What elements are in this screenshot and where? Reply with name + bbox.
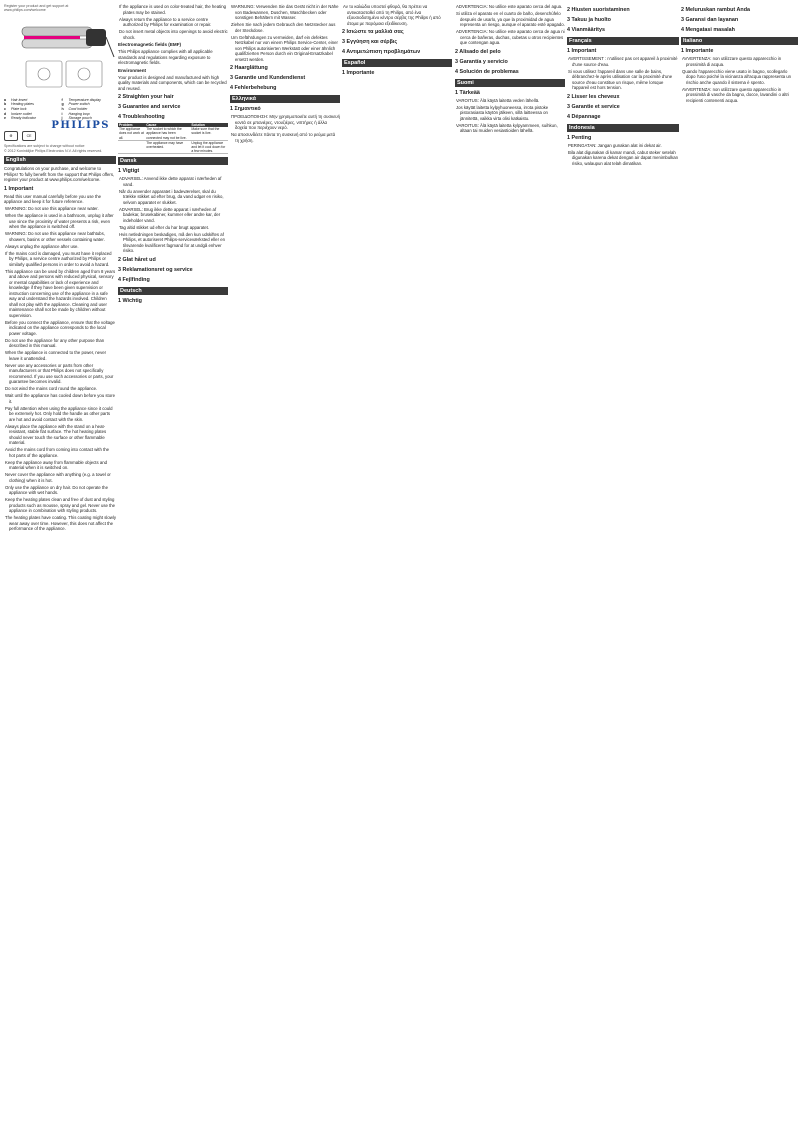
warning-item: Do not wind the mains cord round the appliance. [5, 386, 98, 392]
section-heading: 2 Lisser les cheveux [567, 93, 620, 100]
warning-item: When the appliance is used in a bathroom, unplug it after use since the proximity of water presents a risk, even when the appliance is switched off. [5, 213, 114, 230]
table-row: The appliance does not work at all. The socket to which the appliance has been connected may not be live. Make sure that the socket is live. [118, 127, 228, 140]
table-header: Solution [190, 123, 228, 127]
warning-item: The heating plates have coating. This coating might slowly wear away over time. However, this does not affect the performance of the appliance. [5, 515, 116, 532]
section-heading: 3 Garansi dan layanan [681, 17, 739, 23]
warning-item: Wait until the appliance has cooled down before you store it. [5, 393, 115, 404]
recycle-icon: ♻ [4, 131, 18, 141]
table-header: Problem [118, 123, 145, 127]
legend-item: f Temperature display [61, 97, 101, 102]
warning-item: Bila alat digunakan di kamar mandi, cabut steker setelah digunakan karena dekat dengan air dapat menimbulkan risiko, walaupun alat telah dimatikan. [568, 149, 679, 166]
column-3 [230, 4, 340, 1119]
section-heading: 3 Garantía y servicio [455, 58, 508, 65]
warning-item: Ziehen Sie nach jedem Gebrauch den Netzstecker aus der Steckdose. [231, 22, 336, 33]
warning-item: This appliance can be used by children aged from 8 years and above and persons with reduced physical, sensory or mental capabilities or lack of experience and knowledge if they have been given supervision or instruction concerning use of the appliance in a safe way and understand the hazards involved. Children shall not play with the appliance. Cleaning and user maintenance shall not be made by children without supervision. [5, 268, 116, 318]
section-heading: 2 Meluruskan rambut Anda [681, 7, 750, 13]
register-url[interactable]: www.philips.com/welcome [4, 8, 46, 13]
section-heading: 3 Takuu ja huolto [567, 17, 611, 23]
language-header-dansk: Dansk [118, 157, 228, 165]
section-heading: 2 Alisado del pelo [455, 48, 501, 55]
warning-item: Keep the heating plates clean and free of dust and styling products such as mousse, spray and gel. Never use the appliance in combination with styling products. [5, 497, 116, 514]
warning-item: Never cover the appliance with anything (e.g. a towel or clothing) when it is hot. [5, 472, 111, 483]
warning-item: Do not insert metal objects into openings to avoid electric shock. [119, 29, 228, 40]
warning-item: Jos käytät laitetta kylpyhuoneessa, irrota pistoke pistorasiasta käytön jälkeen, sillä laitteessa on jännitettä, vaikka virta olisi katkaistu. [456, 104, 549, 121]
warning-item: AVVERTENZA: non utilizzare questo apparecchio in prossimità di vasche da bagno, docce, lavandini o altri recipienti contenenti acqua. [682, 86, 789, 103]
language-header-indonesia: Indonesia [567, 124, 679, 132]
subheading: Environment [118, 67, 147, 73]
section-heading: 3 Reklamationsret og service [118, 266, 193, 273]
language-header-deutsch: Deutsch [118, 287, 228, 295]
section-heading: 1 Penting [567, 134, 592, 141]
warning-item: Avoid the mains cord from coming into contact with the hot parts of the appliance. [5, 447, 110, 458]
legend-item: c Plate lock [4, 107, 27, 111]
section-heading: 4 Fehlerbehebung [230, 85, 277, 91]
warning-item: Si vous utilisez l'appareil dans une salle de bains, débranchez-le après utilisation car la proximité d'une source d'eau constitue un risque, même lorsque l'appareil est hors tension. [568, 68, 673, 90]
warning-item: Pay full attention when using the appliance since it could be extremely hot. Only hold the handle as other parts are hot and avoid contact with the skin. [5, 405, 113, 422]
section-heading: 2 Glat håret ud [118, 256, 156, 263]
warning-item: Να αποσυνδέετε πάντα τη συσκευή από το ρεύμα μετά τη χρήση. [231, 132, 336, 143]
warning-item: Αν το καλώδιο υποστεί φθορά, θα πρέπει να αντικατασταθεί από τη Philips, από ένα εξουσιοδοτημένο κέντρο σέρβις της Philips ή από άτομα με παρόμοια εξειδίκευση. [343, 4, 441, 26]
column-2 [118, 4, 228, 1119]
column-1 [4, 4, 116, 1119]
intro-text: Congratulations on your purchase, and welcome to Philips! To fully benefit from the support that Philips offers, register your product at www.philips.com/welcome. [4, 166, 115, 183]
section-heading: 1 Important [4, 185, 34, 192]
section-heading: 2 Hiusten suoristaminen [567, 7, 630, 13]
register-note: Register your product and get support at [4, 4, 69, 8]
warning-item: Always return the appliance to a service centre authorized by Philips for examination or repair. [119, 16, 212, 27]
warning-item: Quando l'apparecchio viene usato in bagno, scollegarlo dopo l'uso poiché la vicinanza all'acqua rappresenta un rischio anche quando il sistema è spento. [682, 68, 792, 85]
section-heading: 4 Vianmääritys [567, 27, 605, 33]
column-6 [567, 4, 679, 1119]
section-heading: 1 Importante [342, 70, 375, 76]
warning-item: If the appliance is used on color-treated hair, the heating plates may be stained. [119, 4, 227, 15]
language-header-espanol: Español [342, 59, 452, 67]
warning-item: When the appliance is connected to the power, never leave it unattended. [5, 350, 107, 361]
section-heading: 2 Ισιώστε τα μαλλιά σας [342, 29, 404, 35]
section-heading: 4 Αντιμετώπιση προβλημάτων [342, 49, 421, 55]
section-heading: 2 Straighten your hair [118, 94, 174, 100]
warning-item: AVVERTENZA: non utilizzare questo apparecchio in prossimità di acqua. [682, 56, 782, 67]
table-row: The appliance may have overheated. Unplug the appliance and let it cool down for a few minutes. [118, 140, 228, 154]
warning-item: WARNING: Do not use this appliance near water. [5, 206, 99, 212]
column-5 [455, 4, 565, 1119]
warning-item: Only use the appliance on dry hair. Do not operate the appliance with wet hands. [5, 484, 108, 496]
section-heading: 1 Vigtigt [118, 168, 140, 175]
paragraph: Your product is designed and manufactured with high quality materials and components, which can be recycled and reused. [118, 74, 227, 91]
legend-item: b Heating plates [4, 102, 34, 107]
section-heading: 4 Solución de problemas [455, 68, 519, 75]
legend-item: e Ready indicator [4, 116, 36, 121]
warning-item: ADVERTENCIA: No utilice este aparato cerca de agua ni cerca de bañeras, duchas, cubetas u otros recipientes que contengan agua. [456, 29, 565, 45]
section-heading: 2 Haarglättung [230, 65, 268, 71]
section-heading: 3 Garantie und Kundendienst [230, 75, 306, 81]
warning-item: VAROITUS: Älä käytä laitetta veden lähellä. [456, 97, 540, 103]
legend-item: h Cord holder [61, 107, 88, 111]
warning-item: Keep the appliance away from flammable objects and material when it is switched on. [5, 459, 107, 471]
section-heading: 4 Troubleshooting [118, 114, 165, 120]
warning-item: Never use any accessories or parts from other manufacturers or that Philips does not specifically recommend. If you use such accessories or parts, your guarantee becomes invalid. [5, 362, 114, 385]
warning-item: ADVERTENCIA: No utilice este aparato cerca del agua. [456, 4, 563, 9]
section-heading: 4 Dépannage [567, 113, 601, 120]
warning-item: If the mains cord is damaged, you must have it replaced by Philips, a service centre authorized by Philips or similarly qualified persons in order to avoid a hazard. [5, 250, 112, 267]
warning-item: ADVARSEL: Anvend ikke dette apparat i nærheden af vand. [119, 176, 222, 187]
section-heading: 3 Guarantee and service [118, 104, 181, 110]
warning-item: Always place the appliance with the stand on a heat-resistant, stable flat surface. The hot heating plates should never touch the surface or other flammable material. [5, 423, 107, 446]
section-heading: 1 Σημαντικό [230, 106, 261, 112]
warning-item: Si utiliza el aparato en el cuarto de baño, desenchúfelo después de usarlo, ya que la proximidad de agua representa un riesgo, aunque el aparato esté apagado. [456, 11, 565, 27]
legend-item: j Storage pouch [61, 116, 92, 121]
section-heading: 1 Important [567, 48, 597, 54]
warning-item: ΠΡΟΕΙΔΟΠΟΙΗΣΗ: Μην χρησιμοποιείτε αυτή τη συσκευή κοντά σε μπανιέρες, ντουζιέρες, νιπτήρες ή άλλα δοχεία που περιέχουν νερό. [231, 114, 340, 130]
section-heading: 1 Wichtig [118, 297, 142, 304]
warning-item: Når du anvender apparatet i badeværelset, skal du trække stikket ud efter brug, da vand udgør en risiko, selvom apparatet er slukket. [119, 188, 224, 205]
language-header-suomi: Suomi [455, 79, 565, 87]
warning-item: PERINGATAN: Jangan gunakan alat ini dekat air. [568, 142, 662, 148]
warning-item: Um Gefährdungen zu vermeiden, darf ein defektes Netzkabel nur von einem Philips Service-Center, einer von Philips autorisierten Werkstatt oder einer ähnlich qualifizierten Person durch ein Original-Ersatzkabel ersetzt werden. [231, 34, 338, 62]
legend-item: d Ionizer outlet [4, 111, 32, 116]
legend-item: a Hair insert [4, 97, 28, 102]
section-heading: 4 Mengatasi masalah [681, 27, 735, 33]
warning-item: Always unplug the appliance after use. [5, 243, 79, 249]
troubleshooting-table [118, 123, 228, 154]
certification-marks [4, 131, 116, 141]
language-header-greek: Ελληνικά [230, 95, 340, 103]
section-heading: 1 Tärkeää [455, 89, 480, 96]
product-illustration [4, 17, 116, 95]
parts-legend [4, 98, 116, 121]
legend-item: g Power switch [61, 102, 90, 107]
warning-item: Tag altid stikket ud efter du har brugt apparatet. [119, 224, 210, 230]
philips-logo: PHILIPS [51, 119, 110, 131]
language-header-english: English [4, 156, 116, 164]
warning-item: ADVARSEL: Brug ikke dette apparat i nærheden af badekar, brusekabiner, kummer eller andre kar, der indeholder vand. [119, 206, 221, 223]
column-4 [342, 4, 452, 1119]
column-7 [681, 4, 798, 1119]
section-heading: 3 Εγγύηση και σέρβις [342, 39, 398, 45]
copyright: © 2012 Koninklijke Philips Electronics N.V. All rights reserved. [4, 148, 103, 153]
warning-item: VAROITUS: Älä käytä laitetta kylpyammeen, suihkun, altaan tai muiden vesiastioiden lähellä. [456, 122, 558, 133]
section-heading: 1 Importante [681, 48, 714, 54]
section-heading: 3 Garantie et service [567, 103, 620, 110]
warning-item: Hvis netledningen beskadiges, må den kun udskiftes af Philips, et autoriseret Philips-serviceværksted eller en tilsvarende kvalificeret fagmand for at undgå enhver risiko. [119, 231, 225, 254]
language-header-italiano: Italiano [681, 37, 798, 45]
warning-item: Before you connect the appliance, ensure that the voltage indicated on the appliance corresponds to the local power voltage. [5, 319, 115, 336]
section-heading: 4 Fejlfinding [118, 276, 150, 283]
warning-item: WARNING: Do not use this appliance near bathtubs, showers, basins or other vessels containing water. [5, 231, 105, 242]
warning-item: Do not use the appliance for any other purpose than described in this manual. [5, 337, 105, 349]
paragraph: This Philips appliance complies with all applicable standards and regulations regarding exposure to electromagnetic fields. [118, 49, 213, 65]
warning-item: WARNUNG: Verwenden Sie das Gerät nicht in der Nähe von Badewannen, Duschen, Waschbecken oder sonstigen Behältern mit Wasser. [231, 4, 339, 20]
legend-item: i Hanging loop [61, 111, 90, 116]
paragraph: Read this user manual carefully before you use the appliance and keep it for future reference. [4, 193, 101, 205]
language-header-francais: Français [567, 37, 679, 45]
warning-item: AVERTISSEMENT : n'utilisez pas cet appareil à proximité d'une source d'eau. [568, 56, 678, 67]
table-header: Cause [145, 123, 190, 127]
ce-mark-icon: CE [22, 131, 36, 141]
subheading: Electromagnetic fields (EMF) [118, 42, 182, 47]
specs-note: Specifications are subject to change without notice [4, 144, 85, 149]
